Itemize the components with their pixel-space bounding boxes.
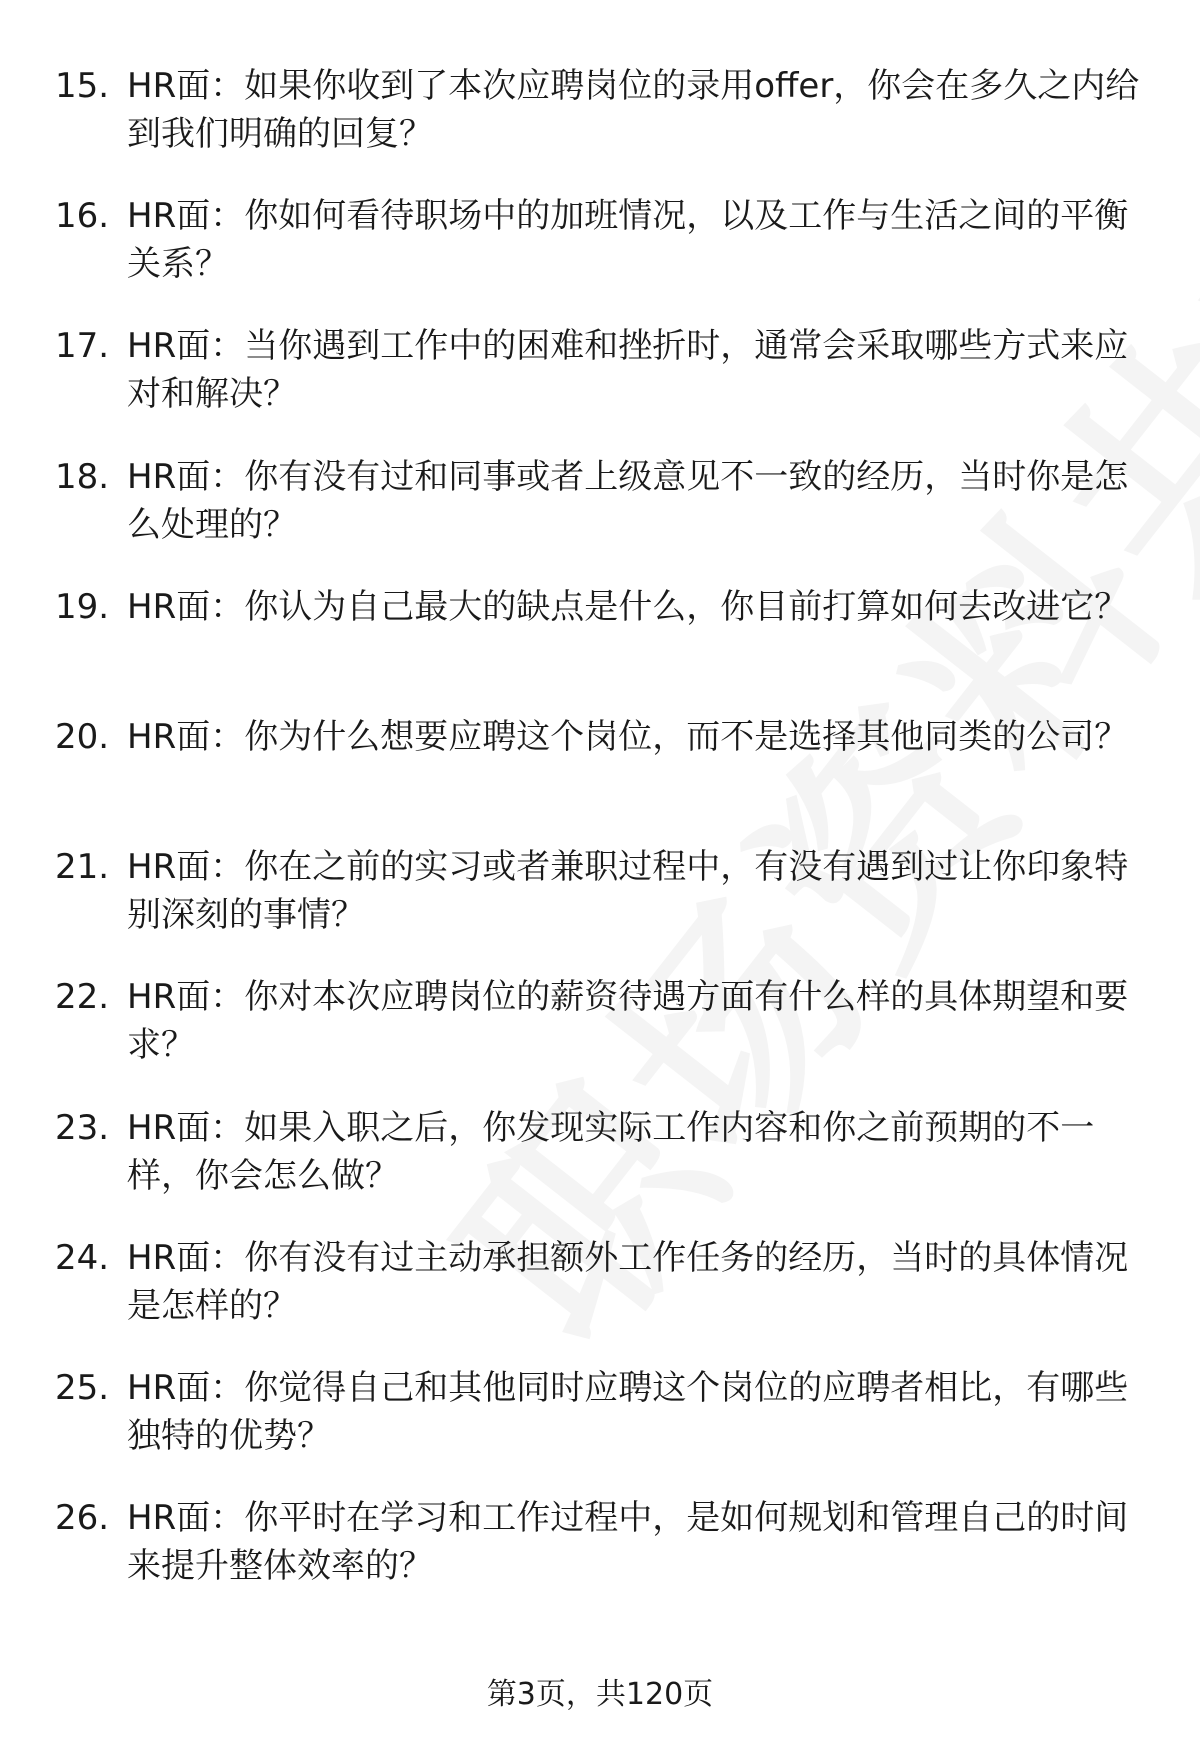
question-text: HR面：你认为自己最大的缺点是什么，你目前打算如何去改进它？ <box>127 586 1129 627</box>
question-list <box>0 56 1200 1618</box>
list-item <box>0 707 1200 837</box>
question-text: HR面：你有没有过和同事或者上级意见不一致的经历，当时你是怎么处理的？ <box>127 456 1129 545</box>
list-item <box>0 1488 1200 1618</box>
list-item <box>0 56 1200 186</box>
question-text: HR面：你觉得自己和其他同时应聘这个岗位的应聘者相比，有哪些独特的优势？ <box>127 1367 1129 1456</box>
page-footer: 第3页，共120页 <box>486 1677 714 1712</box>
question-text: HR面：如果你收到了本次应聘岗位的录用offer，你会在多久之内给到我们明确的回复？ <box>127 66 1140 154</box>
question-number: 25. <box>55 1367 110 1408</box>
list-item <box>0 316 1200 446</box>
question-text: HR面：你对本次应聘岗位的薪资待遇方面有什么样的具体期望和要求？ <box>127 977 1129 1066</box>
list-item <box>0 1228 1200 1358</box>
question-number: 17. <box>55 326 110 367</box>
list-item <box>0 577 1200 707</box>
question-text: HR面：你为什么想要应聘这个岗位，而不是选择其他同类的公司？ <box>127 716 1129 757</box>
question-number: 26. <box>55 1498 110 1539</box>
list-item <box>0 837 1200 967</box>
question-number: 23. <box>55 1107 110 1148</box>
question-text: HR面：你在之前的实习或者兼职过程中，有没有遇到过让你印象特别深刻的事情？ <box>127 847 1129 936</box>
list-item <box>0 186 1200 316</box>
question-number: 16. <box>55 196 110 237</box>
question-text: HR面：你有没有过主动承担额外工作任务的经历，当时的具体情况是怎样的？ <box>127 1237 1129 1326</box>
list-item <box>0 447 1200 577</box>
question-number: 20. <box>55 716 110 757</box>
question-number: 19. <box>55 586 110 627</box>
question-number: 18. <box>55 456 110 497</box>
question-number: 15. <box>55 66 110 106</box>
question-number: 21. <box>55 847 110 888</box>
question-text: HR面：当你遇到工作中的困难和挫折时，通常会采取哪些方式来应对和解决？ <box>127 326 1129 415</box>
question-text: HR面：你如何看待职场中的加班情况，以及工作与生活之间的平衡关系？ <box>127 196 1129 285</box>
question-number: 24. <box>55 1237 110 1278</box>
list-item <box>0 1098 1200 1228</box>
list-item <box>0 967 1200 1097</box>
question-text: HR面：如果入职之后，你发现实际工作内容和你之前预期的不一样，你会怎么做？ <box>127 1107 1095 1196</box>
question-number: 22. <box>55 977 110 1018</box>
list-item <box>0 1358 1200 1488</box>
question-text: HR面：你平时在学习和工作过程中，是如何规划和管理自己的时间来提升整体效率的？ <box>127 1498 1129 1587</box>
